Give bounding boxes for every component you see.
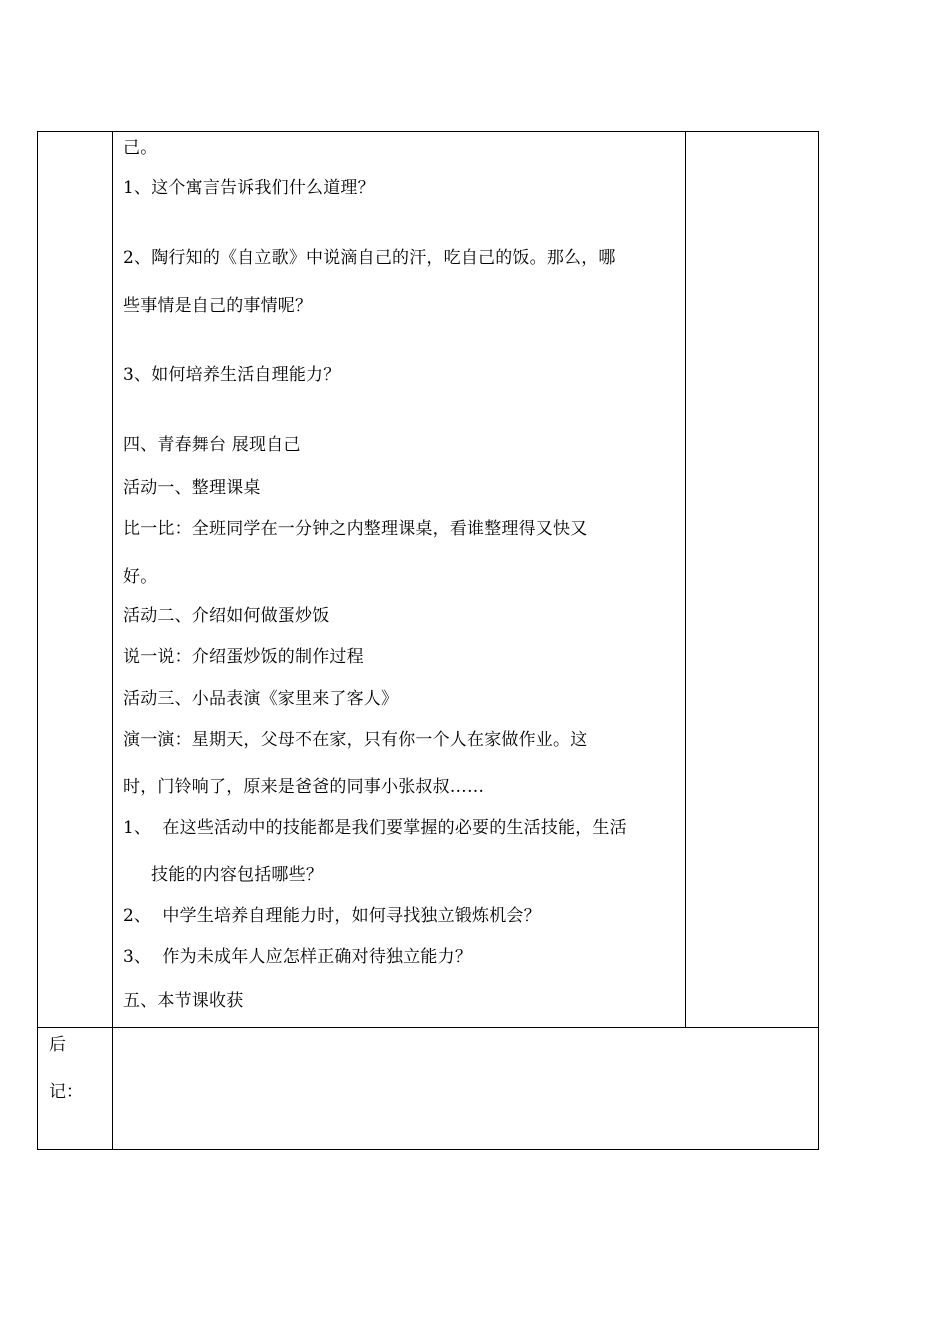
content-line: 四、青春舞台 展现自己: [123, 435, 301, 455]
content-line: 些事情是自己的事情呢？: [123, 296, 313, 316]
content-line: 比一比：全班同学在一分钟之内整理课桌，看谁整理得又快又: [123, 519, 588, 539]
column-divider-left: [112, 131, 113, 1150]
content-line: 3、如何培养生活自理能力？: [123, 365, 341, 385]
content-line: 2、陶行知的《自立歌》中说滴自己的汗，吃自己的饭。那么，哪: [123, 248, 616, 268]
content-line: 活动二、介绍如何做蛋炒饭: [123, 606, 330, 626]
content-line: 演一演：星期天，父母不在家，只有你一个人在家做作业。这: [123, 730, 588, 750]
content-line: 3、 作为未成年人应怎样正确对待独立能力？: [123, 947, 473, 967]
content-line: 活动三、小品表演《家里来了客人》: [123, 689, 399, 709]
table-border-bottom: [37, 1149, 819, 1150]
content-line: 1、 在这些活动中的技能都是我们要掌握的必要的生活技能，生活: [123, 818, 627, 838]
row-divider: [37, 1027, 819, 1028]
table-border-top: [37, 131, 819, 132]
table-border-right: [818, 131, 819, 1150]
content-line: 1、这个寓言告诉我们什么道理？: [123, 178, 375, 198]
content-line: 说一说：介绍蛋炒饭的制作过程: [123, 647, 364, 667]
column-divider-right: [685, 131, 686, 1028]
table-border-left: [37, 131, 38, 1150]
content-line: 时，门铃响了，原来是爸爸的同事小张叔叔……: [123, 777, 485, 797]
postscript-label-line2: 记：: [49, 1082, 83, 1102]
content-line: 五、本节课收获: [123, 991, 244, 1011]
content-line: 好。: [123, 567, 158, 587]
content-line: 技能的内容包括哪些？: [123, 865, 324, 885]
content-line: 2、 中学生培养自理能力时，如何寻找独立锻炼机会？: [123, 906, 541, 926]
postscript-label-line1: 后: [49, 1035, 66, 1055]
content-line: 己。: [123, 138, 158, 158]
content-line: 活动一、整理课桌: [123, 478, 261, 498]
